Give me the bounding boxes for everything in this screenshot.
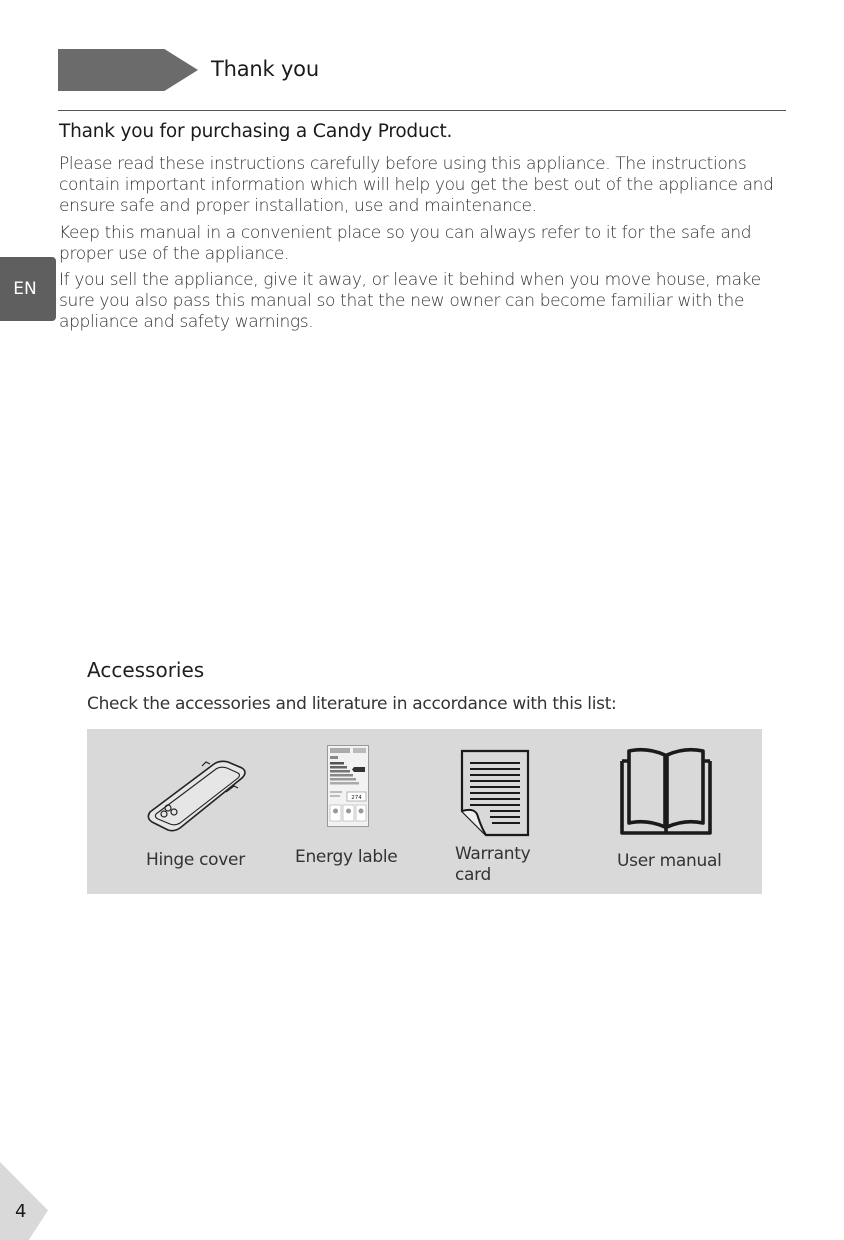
intro-paragraph-2: Keep this manual in a convenient place so you can always refer to it for the safe and proper use of the appliance. xyxy=(59,223,752,264)
language-tab: EN xyxy=(0,257,56,321)
accessory-user-manual xyxy=(613,747,719,839)
intro-paragraph-3: If you sell the appliance, give it away, or leave it behind when you move house, make sure you also pass this manual so that the new owner can become familiar with the appliance and safety warnings. xyxy=(59,270,761,332)
accessory-warranty-card xyxy=(460,749,530,837)
accessory-hinge-cover xyxy=(142,754,252,834)
energy-label-value: 274 xyxy=(351,795,362,801)
energy-label-label: Energy lable xyxy=(295,847,398,867)
accessory-energy-label xyxy=(327,745,369,827)
warranty-card-label-line1: Warranty xyxy=(455,844,531,864)
accessories-heading: Accessories xyxy=(87,658,205,682)
page-number: 4 xyxy=(15,1201,27,1222)
warranty-card-label-line2: card xyxy=(455,865,492,885)
page-title: Thank you xyxy=(211,57,319,81)
brand-name: Candy xyxy=(312,120,372,142)
user-manual-icon xyxy=(613,747,719,839)
user-manual-label: User manual xyxy=(617,851,722,871)
intro-paragraph-1: Please read these instructions carefully before using this appliance. The instructions contain important information which will help you get the best out of the appliance and ensure safe and proper installation, use and maintenance. xyxy=(59,154,774,216)
accessories-panel xyxy=(87,729,762,894)
header-divider xyxy=(58,110,786,111)
thanks-heading-prefix: Thank you for purchasing a xyxy=(59,121,308,142)
warranty-card-label xyxy=(455,844,530,886)
hinge-cover-label: Hinge cover xyxy=(146,850,245,870)
hinge-cover-icon xyxy=(142,754,252,834)
warranty-card-icon xyxy=(460,749,530,837)
energy-label-icon xyxy=(327,745,369,827)
accessories-intro: Check the accessories and literature in accordance with this list: xyxy=(87,694,617,714)
header-banner xyxy=(58,49,198,91)
thanks-heading xyxy=(59,120,452,142)
thanks-heading-suffix: Product. xyxy=(377,121,453,142)
